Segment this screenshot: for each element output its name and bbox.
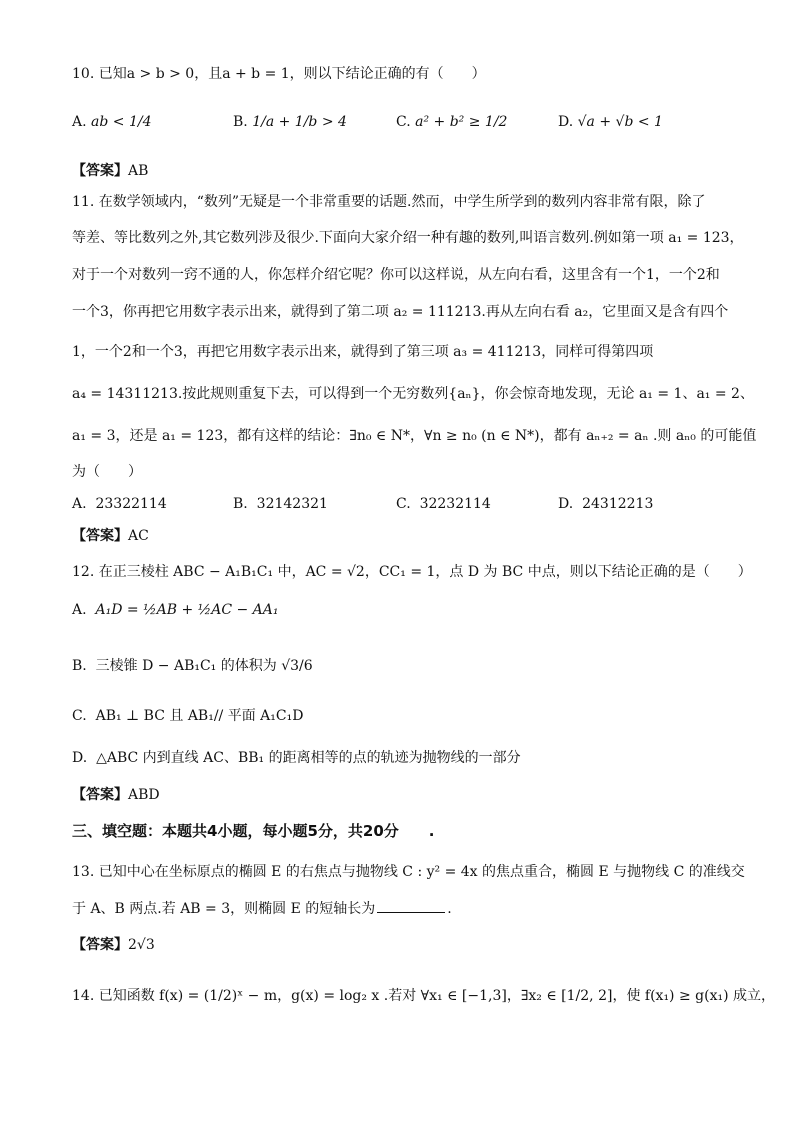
q13-line-2-text: 于 A、B 两点.若 AB = 3，则椭圆 E 的短轴长为 bbox=[72, 901, 376, 917]
q12-option-a bbox=[72, 600, 279, 620]
q11-line-1: 11. 在数学领域内，“数列”无疑是一个非常重要的话题.然而，中学生所学到的数列内容非常有限，除了 bbox=[72, 194, 706, 210]
option-label: A. bbox=[72, 602, 87, 618]
option-text: 1/a + 1/b > 4 bbox=[252, 114, 347, 130]
q11-option-a bbox=[72, 494, 167, 514]
q11-line-7: a₁ = 3，还是 a₁ = 123，都有这样的结论：∃n₀ ∈ N*，∀n ≥ n₀ (n ∈ N*)，都有 aₙ₊₂ = aₙ .则 aₙ₀ 的可能值 bbox=[72, 428, 757, 444]
answer-tag: 【答案】 bbox=[72, 528, 128, 544]
q13-line-1: 13. 已知中心在坐标原点的椭圆 E 的右焦点与抛物线 C : y² = 4x 的焦点重合，椭圆 E 与抛物线 C 的准线交 bbox=[72, 864, 745, 880]
answer-tag: 【答案】 bbox=[72, 937, 128, 953]
option-label: A. bbox=[72, 496, 87, 512]
q13-answer bbox=[72, 934, 155, 954]
q11-line-5: 1，一个2和一个3，再把它用数字表示出来，就得到了第三项 a₃ = 411213，同样可得第四项 bbox=[72, 344, 654, 360]
option-label: C. bbox=[72, 708, 87, 724]
option-label: D. bbox=[558, 496, 574, 512]
option-text: √a + √b < 1 bbox=[577, 114, 663, 130]
q12-option-d bbox=[72, 748, 521, 768]
option-text: 24312213 bbox=[582, 496, 654, 512]
q12-stem: 12. 在正三棱柱 ABC − A₁B₁C₁ 中，AC = √2，CC₁ = 1，点 D 为 BC 中点，则以下结论正确的是（ ） bbox=[72, 564, 752, 580]
answer-blank bbox=[377, 898, 445, 913]
option-text: AB₁ ⊥ BC 且 AB₁// 平面 A₁C₁D bbox=[95, 708, 304, 724]
q11-line-2: 等差、等比数列之外,其它数列涉及很少.下面向大家介绍一种有趣的数列,叫语言数列.例如第一项 a₁ = 123， bbox=[72, 230, 744, 246]
q11-option-d bbox=[558, 494, 653, 514]
option-label: B. bbox=[72, 658, 87, 674]
option-text: 三棱锥 D − AB₁C₁ 的体积为 √3/6 bbox=[95, 658, 313, 674]
q11-line-6: a₄ = 14311213.按此规则重复下去，可以得到一个无穷数列{aₙ}，你会惊奇地发现，无论 a₁ = 1、a₁ = 2、 bbox=[72, 386, 754, 402]
q11-option-c bbox=[396, 494, 491, 514]
option-text: a² + b² ≥ 1/2 bbox=[415, 114, 508, 130]
q12-option-c bbox=[72, 706, 303, 726]
q10-option-a bbox=[72, 112, 152, 132]
option-text: A₁D = ½AB + ½AC − AA₁ bbox=[95, 602, 279, 618]
q11-line-4: 一个3，你再把它用数字表示出来，就得到了第二项 a₂ = 111213.再从左向右看 a₂，它里面又是含有四个 bbox=[72, 304, 729, 320]
option-text: ab < 1/4 bbox=[91, 114, 152, 130]
section-3-title: 三、填空题：本题共4小题，每小题5分，共20分 . bbox=[72, 822, 435, 840]
q11-line-8: 为（ ） bbox=[72, 464, 142, 480]
option-text: 32142321 bbox=[256, 496, 328, 512]
q11-option-b bbox=[233, 494, 328, 514]
answer-tag: 【答案】 bbox=[72, 163, 128, 179]
option-label: D. bbox=[558, 114, 574, 130]
q10-stem: 10. 已知a > b > 0，且a + b = 1，则以下结论正确的有（ ） bbox=[72, 66, 486, 82]
q13-line-2: 于 A、B 两点.若 AB = 3，则椭圆 E 的短轴长为 . bbox=[72, 898, 452, 919]
q11-answer bbox=[72, 525, 149, 545]
option-label: C. bbox=[396, 496, 411, 512]
option-text: 32232114 bbox=[419, 496, 491, 512]
q10-option-c bbox=[396, 112, 507, 132]
q10-option-d bbox=[558, 112, 663, 132]
answer-value: 2√3 bbox=[128, 937, 155, 953]
answer-tag: 【答案】 bbox=[72, 787, 128, 803]
answer-value: AC bbox=[128, 528, 149, 544]
option-label: D. bbox=[72, 750, 88, 766]
option-label: B. bbox=[233, 496, 248, 512]
q10-option-b bbox=[233, 112, 347, 132]
option-label: A. bbox=[72, 114, 87, 130]
q14-stem: 14. 已知函数 f(x) = (1/2)ˣ − m，g(x) = log₂ x .若对 ∀x₁ ∈ [−1,3]，∃x₂ ∈ [1/2, 2]，使 f(x₁) ≥ g(x₁) 成立， bbox=[72, 988, 775, 1004]
option-text: 23322114 bbox=[95, 496, 167, 512]
q11-line-3: 对于一个对数列一窍不通的人，你怎样介绍它呢？你可以这样说，从左向右看，这里含有一个1，一个2和 bbox=[72, 267, 720, 283]
option-label: C. bbox=[396, 114, 411, 130]
answer-value: ABD bbox=[128, 787, 160, 803]
q12-option-b bbox=[72, 656, 313, 676]
q10-answer bbox=[72, 160, 148, 180]
answer-value: AB bbox=[128, 163, 149, 179]
q12-answer bbox=[72, 784, 160, 804]
option-text: △ABC 内到直线 AC、BB₁ 的距离相等的点的轨迹为抛物线的一部分 bbox=[96, 750, 521, 766]
option-label: B. bbox=[233, 114, 248, 130]
